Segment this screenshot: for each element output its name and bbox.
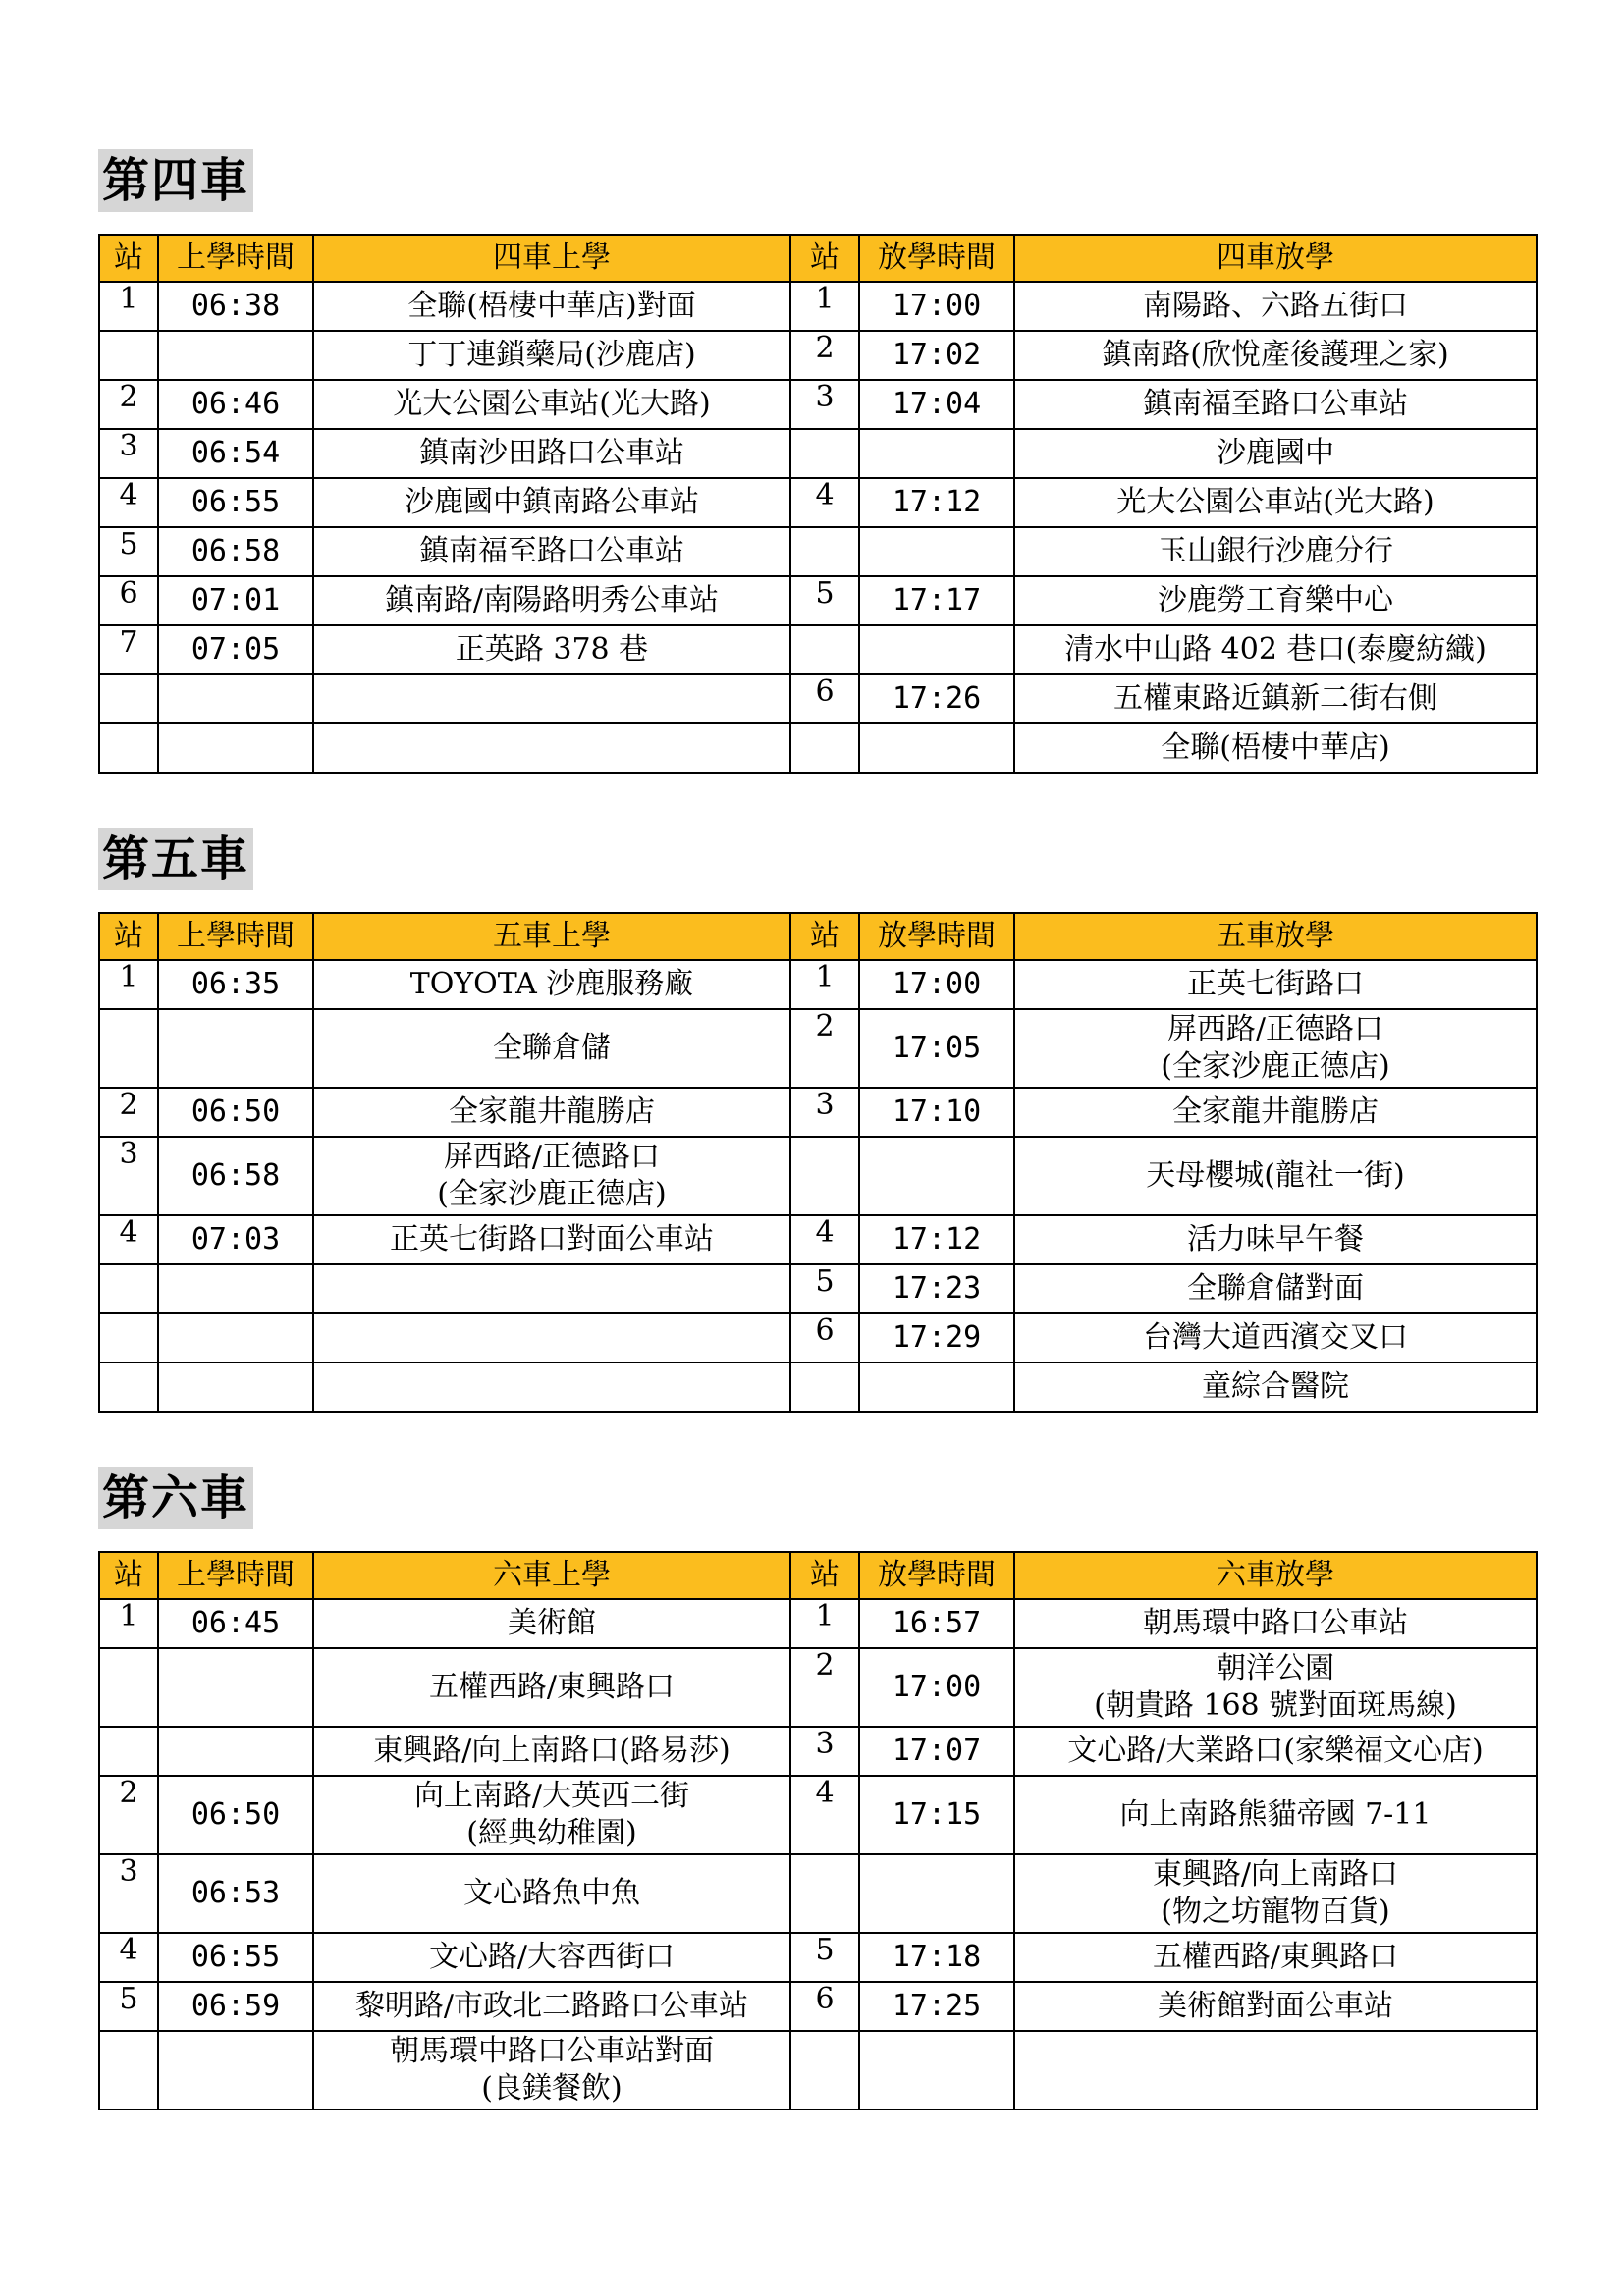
am-place [313,1933,790,1982]
am-place [313,1215,790,1264]
am-place-line: 鎮南路/南陽路明秀公車站 [384,583,720,617]
header-row [99,1552,1537,1599]
pm-place [1014,1854,1537,1933]
pm-stop-number: 6 [790,674,859,723]
am-place [313,1727,790,1776]
am-stop-number [99,1648,158,1727]
pm-stop-number: 6 [790,1313,859,1362]
pm-time: 17:00 [859,1648,1014,1727]
header-stop: 站 [99,235,158,282]
am-place [313,674,790,723]
am-place [313,576,790,625]
table-row [99,1088,1537,1137]
pm-place [1014,1727,1537,1776]
pm-place-line: 童綜合醫院 [1202,1369,1349,1404]
am-stop-number: 4 [99,1933,158,1982]
header-am-label: 五車上學 [313,913,790,960]
am-place-line: 沙鹿國中鎮南路公車站 [405,485,699,519]
pm-time: 17:07 [859,1727,1014,1776]
am-place-line: 向上南路/大英西二街 [413,1779,690,1813]
am-place-line: TOYOTA 沙鹿服務廠 [409,967,694,1001]
am-place-line: 丁丁連鎖藥局(沙鹿店) [407,338,696,372]
am-time: 06:53 [158,1854,313,1933]
table-row [99,1982,1537,2031]
pm-stop-number: 6 [790,1982,859,2031]
pm-stop-number: 4 [790,1215,859,1264]
am-time [158,674,313,723]
am-place-line: 文心路/大容西街口 [428,1940,676,1974]
header-pm-time: 放學時間 [859,235,1014,282]
am-place-line: (全家沙鹿正德店) [437,1177,667,1211]
am-place [313,1599,790,1648]
pm-time: 17:17 [859,576,1014,625]
am-place [313,625,790,674]
am-stop-number [99,723,158,773]
pm-time: 17:00 [859,282,1014,331]
am-time: 06:55 [158,478,313,527]
pm-time: 17:04 [859,380,1014,429]
am-stop-number: 2 [99,1088,158,1137]
pm-place-line: 天母櫻城(龍社一街) [1146,1158,1405,1193]
car-6-section [98,1467,1536,2106]
am-time: 06:45 [158,1599,313,1648]
pm-place-line: 文心路/大業路口(家樂福文心店) [1067,1734,1484,1768]
am-place-line: 文心路魚中魚 [463,1876,640,1910]
table-row [99,674,1537,723]
table-row [99,282,1537,331]
pm-time: 17:18 [859,1933,1014,1982]
am-time [158,723,313,773]
pm-place [1014,1933,1537,1982]
pm-place [1014,331,1537,380]
am-time: 06:58 [158,1137,313,1215]
table-row [99,1362,1537,1412]
am-stop-number: 4 [99,478,158,527]
pm-stop-number: 2 [790,1009,859,1088]
am-place-line: 東興路/向上南路口(路易莎) [373,1734,731,1768]
table-row [99,1933,1537,1982]
pm-stop-number: 1 [790,282,859,331]
header-pm-time: 放學時間 [859,1552,1014,1599]
pm-place [1014,723,1537,773]
pm-time [859,1137,1014,1215]
pm-stop-number: 5 [790,1933,859,1982]
table-row [99,1776,1537,1854]
pm-stop-number [790,625,859,674]
pm-place [1014,1599,1537,1648]
pm-place-line: (朝貴路 168 號對面斑馬線) [1094,1688,1457,1723]
pm-time [859,723,1014,773]
pm-place-line: 玉山銀行沙鹿分行 [1158,534,1393,568]
am-place [313,429,790,478]
am-place-line: 朝馬環中路口公車站對面 [390,2034,714,2068]
pm-place-line: 朝馬環中路口公車站 [1143,1606,1408,1640]
pm-stop-number: 1 [790,1599,859,1648]
pm-stop-number: 2 [790,1648,859,1727]
am-stop-number: 6 [99,576,158,625]
table-row [99,1137,1537,1215]
am-stop-number: 1 [99,282,158,331]
pm-time [859,527,1014,576]
am-place-line: 全家龍井龍勝店 [449,1095,655,1129]
am-time: 07:03 [158,1215,313,1264]
am-place [313,478,790,527]
am-time [158,1009,313,1088]
pm-stop-number [790,723,859,773]
pm-place [1014,429,1537,478]
table-row [99,527,1537,576]
pm-time: 17:12 [859,1215,1014,1264]
table-row [99,1648,1537,1727]
pm-place [1014,1982,1537,2031]
am-stop-number: 5 [99,1982,158,2031]
pm-stop-number [790,1137,859,1215]
table-row [99,960,1537,1009]
am-place [313,1313,790,1362]
pm-stop-number: 3 [790,380,859,429]
am-stop-number [99,674,158,723]
pm-stop-number: 4 [790,1776,859,1854]
car-title: 第六車 [98,1467,253,1529]
pm-place [1014,380,1537,429]
am-time [158,1727,313,1776]
pm-place [1014,527,1537,576]
am-place [313,1088,790,1137]
table-row [99,723,1537,773]
am-place [313,1776,790,1854]
car-4-table [98,234,1538,774]
pm-place-line: 全家龍井龍勝店 [1172,1095,1379,1129]
table-row [99,331,1537,380]
car-6-table [98,1551,1538,2110]
pm-stop-number: 5 [790,1264,859,1313]
pm-stop-number [790,2031,859,2109]
am-place [313,723,790,773]
am-time: 06:54 [158,429,313,478]
pm-place-line: 東興路/向上南路口 [1152,1857,1399,1892]
car-4-section [98,149,1536,765]
header-stop: 站 [99,1552,158,1599]
table-row [99,380,1537,429]
am-time: 06:35 [158,960,313,1009]
header-am-label: 四車上學 [313,235,790,282]
pm-stop-number: 4 [790,478,859,527]
am-place-line: 美術館 [508,1606,596,1640]
pm-time: 17:15 [859,1776,1014,1854]
table-row [99,1599,1537,1648]
header-pm-time: 放學時間 [859,913,1014,960]
am-place [313,1854,790,1933]
pm-place-line: 五權東路近鎮新二街右側 [1113,681,1437,716]
am-stop-number [99,1264,158,1313]
header-row [99,235,1537,282]
am-place-line: 鎮南福至路口公車站 [419,534,684,568]
pm-place-line: 全聯倉儲對面 [1187,1271,1364,1306]
pm-place [1014,282,1537,331]
am-place [313,282,790,331]
pm-place [1014,1137,1537,1215]
am-stop-number [99,1313,158,1362]
car-title: 第四車 [98,149,253,212]
pm-place-line: 光大公園公車站(光大路) [1116,485,1435,519]
header-pm-label: 五車放學 [1014,913,1537,960]
header-pm-label: 六車放學 [1014,1552,1537,1599]
am-place-line: 光大公園公車站(光大路) [393,387,711,421]
am-time: 06:50 [158,1776,313,1854]
pm-place-line: 清水中山路 402 巷口(泰慶紡織) [1064,632,1487,667]
pm-place-line: 向上南路熊貓帝國 7-11 [1119,1797,1432,1832]
am-stop-number [99,2031,158,2109]
am-place [313,1648,790,1727]
pm-time: 17:00 [859,960,1014,1009]
pm-place-line: 沙鹿國中 [1217,436,1334,470]
am-place [313,1982,790,2031]
car-5-table [98,912,1538,1413]
header-stop: 站 [790,1552,859,1599]
am-stop-number: 5 [99,527,158,576]
am-time: 07:01 [158,576,313,625]
car-5-section [98,828,1536,1404]
am-stop-number: 2 [99,380,158,429]
pm-time [859,429,1014,478]
am-place-line: (經典幼稚園) [466,1816,637,1850]
pm-time: 17:05 [859,1009,1014,1088]
pm-place [1014,1362,1537,1412]
am-stop-number [99,1362,158,1412]
pm-place [1014,1313,1537,1362]
am-time [158,1313,313,1362]
am-time [158,1648,313,1727]
am-place-line: 正英路 378 巷 [455,632,649,667]
pm-place-line: 沙鹿勞工育樂中心 [1158,583,1393,617]
am-place [313,2031,790,2109]
am-time: 06:38 [158,282,313,331]
pm-time: 17:29 [859,1313,1014,1362]
pm-time [859,625,1014,674]
table-row [99,625,1537,674]
pm-stop-number [790,429,859,478]
am-stop-number [99,331,158,380]
pm-place-line: 南陽路、六路五街口 [1143,289,1408,323]
pm-place [1014,576,1537,625]
am-place-line: 全聯(梧棲中華店)對面 [407,289,696,323]
pm-time: 17:25 [859,1982,1014,2031]
pm-place [1014,2031,1537,2109]
pm-stop-number: 2 [790,331,859,380]
am-place [313,331,790,380]
pm-place-line: (物之坊寵物百貨) [1161,1895,1390,1929]
am-place-line: 黎明路/市政北二路路口公車站 [354,1989,749,2023]
am-time [158,331,313,380]
am-place-line: 五權西路/東興路口 [428,1670,676,1704]
pm-place-line: (全家沙鹿正德店) [1161,1049,1390,1084]
pm-time: 17:26 [859,674,1014,723]
am-place [313,1362,790,1412]
pm-time: 17:10 [859,1088,1014,1137]
pm-time: 17:12 [859,478,1014,527]
header-am-label: 六車上學 [313,1552,790,1599]
table-row [99,1009,1537,1088]
table-row [99,478,1537,527]
pm-place-line: 五權西路/東興路口 [1152,1940,1399,1974]
pm-stop-number [790,1362,859,1412]
am-place [313,1009,790,1088]
table-row [99,1264,1537,1313]
am-time [158,1264,313,1313]
pm-place [1014,1648,1537,1727]
pm-place-line: 台灣大道西濱交叉口 [1143,1320,1408,1355]
pm-place [1014,1264,1537,1313]
pm-time [859,1854,1014,1933]
header-am-time: 上學時間 [158,235,313,282]
header-pm-label: 四車放學 [1014,235,1537,282]
am-stop-number: 7 [99,625,158,674]
pm-time [859,2031,1014,2109]
pm-place-line: 鎮南路(欣悅產後護理之家) [1102,338,1449,372]
header-stop: 站 [99,913,158,960]
am-time: 06:58 [158,527,313,576]
pm-time: 17:23 [859,1264,1014,1313]
am-stop-number: 3 [99,429,158,478]
pm-stop-number [790,1854,859,1933]
pm-time: 16:57 [859,1599,1014,1648]
table-row [99,2031,1537,2109]
pm-stop-number: 1 [790,960,859,1009]
am-time: 06:50 [158,1088,313,1137]
am-place [313,960,790,1009]
am-place [313,527,790,576]
pm-time: 17:02 [859,331,1014,380]
header-am-time: 上學時間 [158,913,313,960]
am-place [313,1264,790,1313]
am-place-line: 屏西路/正德路口 [443,1140,661,1174]
am-stop-number [99,1727,158,1776]
am-stop-number: 3 [99,1137,158,1215]
am-stop-number: 2 [99,1776,158,1854]
pm-time [859,1362,1014,1412]
table-row [99,1727,1537,1776]
table-row [99,1854,1537,1933]
pm-place-line: 正英七街路口 [1187,967,1364,1001]
pm-place [1014,1215,1537,1264]
table-row [99,1215,1537,1264]
pm-stop-number: 5 [790,576,859,625]
am-stop-number: 4 [99,1215,158,1264]
am-place-line: 正英七街路口對面公車站 [390,1222,714,1256]
header-stop: 站 [790,235,859,282]
am-time [158,1362,313,1412]
am-time: 07:05 [158,625,313,674]
pm-place [1014,1009,1537,1088]
pm-place-line: 鎮南福至路口公車站 [1143,387,1408,421]
table-row [99,429,1537,478]
am-stop-number: 1 [99,1599,158,1648]
pm-place [1014,1088,1537,1137]
table-row [99,1313,1537,1362]
am-time: 06:59 [158,1982,313,2031]
am-time: 06:55 [158,1933,313,1982]
pm-place [1014,960,1537,1009]
pm-place-line: 美術館對面公車站 [1158,1989,1393,2023]
am-stop-number [99,1009,158,1088]
table-row [99,576,1537,625]
pm-place-line: 活力味早午餐 [1187,1222,1364,1256]
pm-place [1014,1776,1537,1854]
car-title: 第五車 [98,828,253,890]
am-place [313,380,790,429]
pm-stop-number: 3 [790,1088,859,1137]
pm-place [1014,478,1537,527]
header-am-time: 上學時間 [158,1552,313,1599]
pm-stop-number: 3 [790,1727,859,1776]
am-place-line: 鎮南沙田路口公車站 [419,436,684,470]
am-place-line: (良鎂餐飲) [481,2071,623,2106]
pm-place [1014,625,1537,674]
header-row [99,913,1537,960]
am-stop-number: 3 [99,1854,158,1933]
pm-place-line: 朝洋公園 [1217,1651,1334,1685]
pm-place-line: 屏西路/正德路口 [1166,1012,1384,1046]
pm-place [1014,674,1537,723]
am-stop-number: 1 [99,960,158,1009]
am-place [313,1137,790,1215]
am-time: 06:46 [158,380,313,429]
am-place-line: 全聯倉儲 [493,1031,611,1065]
am-time [158,2031,313,2109]
pm-stop-number [790,527,859,576]
header-stop: 站 [790,913,859,960]
pm-place-line: 全聯(梧棲中華店) [1161,730,1390,765]
